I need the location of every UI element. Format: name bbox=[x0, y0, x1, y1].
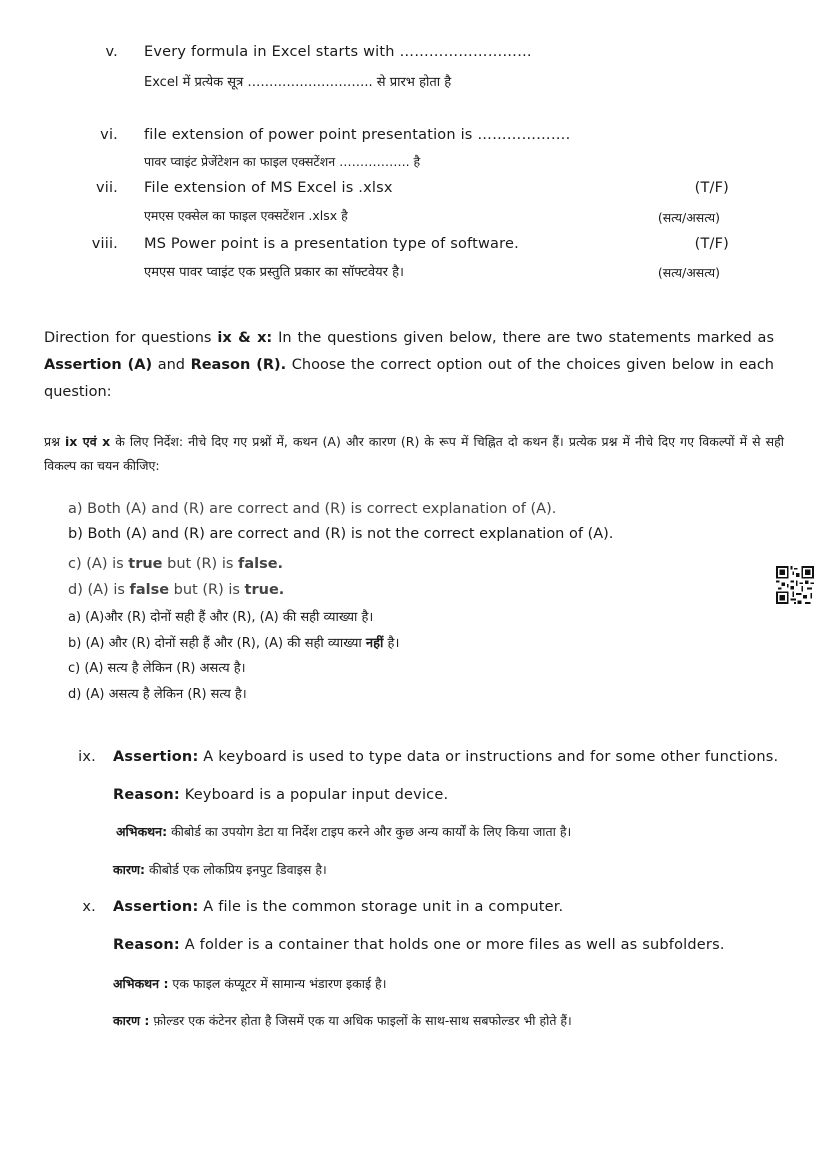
question-number: x. bbox=[82, 899, 96, 915]
true-false-marker: (T/F) bbox=[694, 180, 729, 196]
true-false-marker: (T/F) bbox=[694, 236, 729, 252]
qr-code-icon bbox=[776, 566, 814, 604]
assertion-hi: अभिकथन: कीबोर्ड का उपयोग डेटा या निर्देश टाइप करने और कुछ अन्य कार्यों के लिए किया जाता है। bbox=[116, 824, 572, 839]
true-false-marker-hi: (सत्य/असत्य) bbox=[657, 265, 720, 280]
direction-paragraph-hi: प्रश्न ix एवं x के लिए निर्देश: नीचे दिए गए प्रश्नों में, कथन (A) और कारण (R) के रूप में चिह्नित दो कथन हैं। प्रत्येक प्रश्न में नीचे दिए गए विकल्पों में से सही विकल्प का चयन कीजिए: bbox=[44, 434, 784, 473]
true-false-marker-hi: (सत्य/असत्य) bbox=[657, 210, 720, 225]
assertion-hi: अभिकथन : एक फाइल कंप्यूटर में सामान्य भंडारण इकाई है। bbox=[113, 976, 387, 991]
option-d: d) (A) is false but (R) is true. bbox=[68, 582, 285, 598]
question-text-hi: एमएस पावर प्वाइंट एक प्रस्तुति प्रकार का सॉफ्टवेयर है। bbox=[144, 265, 404, 280]
reason-en: Reason: A folder is a container that holds one or more files as well as subfolders. bbox=[113, 937, 725, 953]
option-d-hi: d) (A) असत्य है लेकिन (R) सत्य है। bbox=[68, 687, 247, 702]
question-text-en: file extension of power point presentation is ………………. bbox=[144, 127, 571, 143]
question-text-hi: एमएस एक्सेल का फाइल एक्सटेंशन .xlsx है bbox=[144, 208, 348, 223]
option-c-hi: c) (A) सत्य है लेकिन (R) असत्य है। bbox=[68, 661, 246, 676]
assertion-en: Assertion: A file is the common storage unit in a computer. bbox=[113, 899, 564, 915]
question-text-hi: पावर प्वाइंट प्रेजेंटेशन का फाइल एक्सटेंशन …………….. है bbox=[144, 154, 421, 169]
reason-hi: कारण : फ़ोल्डर एक कंटेनर होता है जिसमें एक या अधिक फाइलों के साथ-साथ सबफोल्डर भी होते हैं। bbox=[113, 1013, 572, 1028]
question-number: vi. bbox=[100, 127, 118, 143]
option-c: c) (A) is true but (R) is false. bbox=[68, 556, 284, 572]
question-text-en: MS Power point is a presentation type of software. bbox=[144, 236, 519, 252]
question-text-en: File extension of MS Excel is .xlsx bbox=[144, 180, 393, 196]
option-a: a) Both (A) and (R) are correct and (R) is correct explanation of (A). bbox=[68, 501, 557, 517]
question-number: v. bbox=[105, 44, 118, 60]
direction-paragraph: Direction for questions ix & x: In the questions given below, there are two statements marked as Assertion (A) and Reason (R). Choose the correct option out of the choices given below in each question: bbox=[44, 330, 774, 400]
question-number: vii. bbox=[95, 180, 118, 196]
option-b-hi: b) (A) और (R) दोनों सही हैं और (R), (A) की सही व्याख्या नहीं है। bbox=[68, 636, 400, 651]
option-a-hi: a) (A)और (R) दोनों सही हैं और (R), (A) की सही व्याख्या है। bbox=[68, 610, 374, 625]
option-b: b) Both (A) and (R) are correct and (R) is not the correct explanation of (A). bbox=[68, 526, 614, 542]
reason-hi: कारण: कीबोर्ड एक लोकप्रिय इनपुट डिवाइस है। bbox=[113, 862, 327, 877]
question-number: ix. bbox=[78, 749, 96, 765]
question-number: viii. bbox=[91, 236, 118, 252]
question-text-hi: Excel में प्रत्येक सूत्र ……………………….. से प्रारभ होता है bbox=[144, 75, 452, 90]
reason-en: Reason: Keyboard is a popular input device. bbox=[113, 787, 449, 803]
question-text-en: Every formula in Excel starts with ……………………… bbox=[144, 44, 532, 60]
assertion-en: Assertion: A keyboard is used to type data or instructions and for some other functions. bbox=[113, 749, 779, 765]
